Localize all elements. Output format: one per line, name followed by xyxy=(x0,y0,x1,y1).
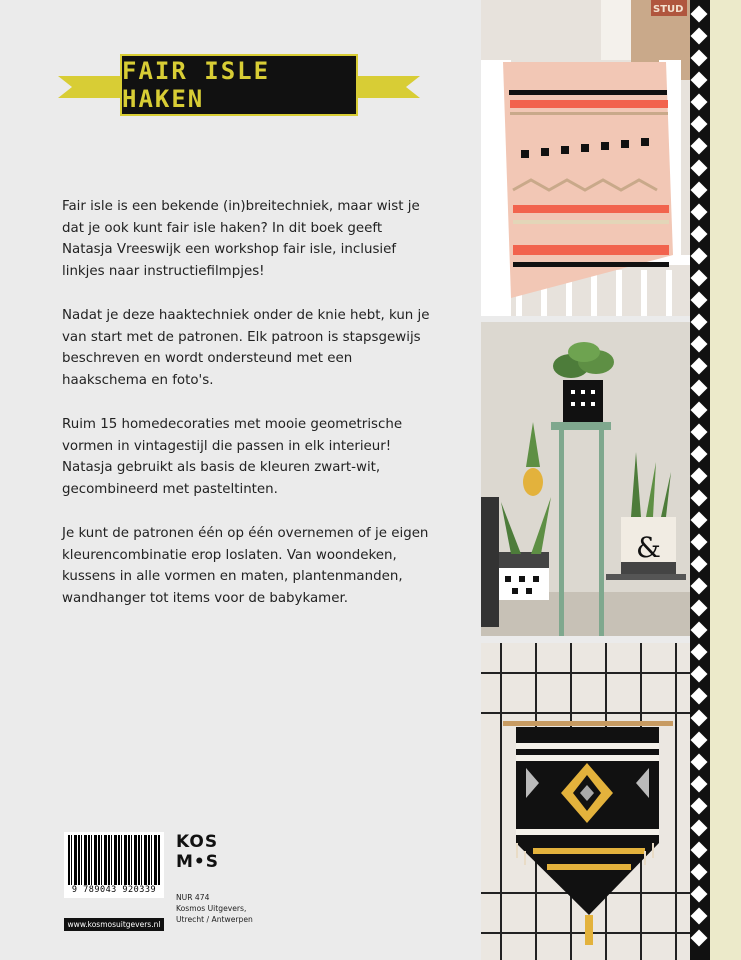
publisher-info xyxy=(176,892,253,925)
publisher-url: www.kosmosuitgevers.nl xyxy=(64,918,164,931)
blanket-illustration xyxy=(481,0,690,316)
blurb-paragraph-4: Je kunt de patronen één op één overnemen of je eigen kleurencombinatie erop loslaten. Van woondeken, kussens in alle vormen en maten, plantenmanden, wandhanger tot items voor de babykamer. xyxy=(62,526,429,606)
decorative-strip xyxy=(690,0,710,960)
isbn-number: 9 789043 920339 xyxy=(71,885,157,895)
nur-code: NUR 474 xyxy=(176,893,210,902)
title-box xyxy=(120,54,358,116)
publisher-location: Utrecht / Antwerpen xyxy=(176,915,253,924)
book-title: FAIR ISLE HAKEN xyxy=(122,57,271,113)
spine-edge xyxy=(710,0,741,960)
blurb-paragraph-3: Ruim 15 homedecoraties met mooie geometrische vormen in vintagestijl die passen in elk interieur! Natasja gebruikt als basis de kleuren zwart-wit, gecombineerd met pasteltinten. xyxy=(62,417,403,497)
publisher-name: Kosmos Uitgevers, xyxy=(176,904,247,913)
blurb-paragraph-1: Fair isle is een bekende (in)breitechniek, maar wist je dat je ook kunt fair isle haken? In dit boek geeft Natasja Vreeswijk een workshop fair isle, inclusief linkjes naar instructiefilmpjes! xyxy=(62,199,420,279)
photo-wall-hanging xyxy=(481,643,690,960)
wall-hanging-illustration xyxy=(481,643,690,960)
blurb xyxy=(62,196,432,632)
photo-blanket xyxy=(481,0,690,316)
logo-line-1: KOS xyxy=(176,832,219,852)
blurb-paragraph-2: Nadat je deze haaktechniek onder de knie hebt, kun je van start met de patronen. Elk patroon is stapsgewijs beschreven en wordt ondersteund met een haakschema en foto's. xyxy=(62,308,430,388)
photo-plants xyxy=(481,322,690,636)
plants-illustration xyxy=(481,322,690,636)
isbn-barcode xyxy=(64,832,164,898)
barcode-bars xyxy=(68,835,160,885)
kosmos-logo xyxy=(176,832,232,874)
sign-text: STUD xyxy=(653,4,684,15)
logo-line-2: M•S xyxy=(176,852,220,872)
svg-text:&: & xyxy=(636,531,661,564)
title-banner xyxy=(58,54,420,116)
